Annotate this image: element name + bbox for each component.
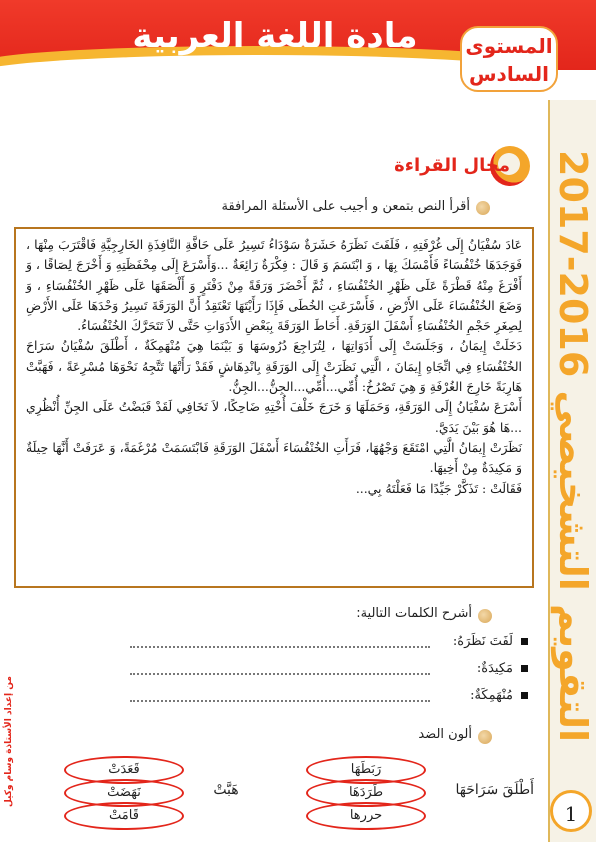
answer-line[interactable] [130, 700, 430, 702]
passage-paragraph: فَقَالَتْ : تَذَكَّرْ جَيِّدًا مَا فَعَلْتَهُ بِي... [355, 480, 522, 496]
bullet-icon [478, 730, 492, 744]
option-oval[interactable]: قَامَتْ [64, 802, 184, 830]
option-oval[interactable]: حررها [306, 802, 426, 830]
answer-line[interactable] [130, 673, 430, 675]
vocab-word: مُنْهَمِكَةٌ: [470, 688, 513, 703]
passage-paragraph: دَخَلَتْ إِيمَانُ ، وَجَلَسَتْ إِلَى أَدَوَاتِهَا ، لِتُرَاجِعَ دُرُوسَهَا وَ بَيْنَمَا هِيَ مُنْهَمِكَةٌ ، أَطْلَقَ سُفْيَانُ سَرَاحَ الخُنْفُسَاءِ فِي اتِّجَاهِ إِيمَانَ ، الَّتِي نَظَرَتْ إِلَى الوَرَقَةِ بِانْدِهَاشٍ فَقَدْ رَأَتْهَا تَتَّجِهُ نَحْوَهَا مُسْرِعَةً ، فَهَبَّتْ هَارِبَةً خَارِجَ الغُرْفَةِ وَ هِيَ تَصْرُخُ: أُمِّي...أُمِّي...الجِنُّ...الجِنُّ. [26, 338, 522, 395]
section-title: مجال القراءة [394, 155, 510, 176]
sidebar-divider [548, 100, 550, 842]
page-title: مادة اللغة العربية [132, 16, 418, 56]
vocab-item [130, 661, 528, 681]
opposites-instruction: ألون الضد [418, 727, 472, 742]
option-oval[interactable]: نَهَضَتْ [64, 779, 184, 807]
author-credit: من إعداد الأستاذة وسام وكيل [4, 676, 14, 807]
reading-instruction: أقرأ النص بتمعن و أجيب على الأسئلة المرافقة [221, 199, 470, 214]
phrase-rose: هَبَّتْ [213, 782, 239, 798]
passage-paragraph: عَادَ سُفْيَانُ إِلَى غُرْفَتِهِ ، فَلَفَتَ نَظَرَهُ حَشَرَةٌ سَوْدَاءُ تَسِيرُ عَلَى حَافَّةِ النَّافِذَةِ الخَارِجِيَّةِ فَاقْتَرَبَ مِنْهَا ، فَوَجَدَهَا خُنْفُسَاءً فَأَمْسَكَ بِهَا ، وَ ابْتَسَمَ وَ قَالَ : فِكْرَةٌ رَائِعَةٌ ...وَأَسْرَعَ إِلَى مِحْفَظَتِهِ وَ أَخْرَجَ لِصَاقًا ، وَ أَفْرَغَ مِنْهُ قَطْرَةً عَلَى ظَهْرِ الخُنْفُسَاءِ ، ثُمَّ أَحْضَرَ وَرَقَةً مِنْ دَفْتَرٍ وَ أَلْصَقَهَا عَلَى ظَهْرِ الخُنْفُسَاءِ ، وَ وَضَعَ الخُنْفُسَاءَ عَلَى الأَرْضِ ، فَأَسْرَعَتِ الخُطَى فَإِذَا رَأَيْتَهَا تَعْتَقِدُ أَنَّ الوَرَقَةَ تَسِيرُ وَحْدَهَا عَلَى الأَرْضِ لِصِغَرِ حَجْمِ الخُنْفُسَاءِ أَسْفَلَ الوَرَقَةِ. أَحَاطَ الوَرَقَةَ بِبَعْضِ الأَدَوَاتِ حَتَّى لاَ تَتَحَرَّكَ الخُنْفُسَاءُ. [26, 237, 522, 334]
reading-passage [14, 227, 534, 588]
bullet-icon [476, 201, 490, 215]
bullet-icon [478, 609, 492, 623]
vocab-item [130, 634, 528, 654]
level-badge [460, 26, 558, 92]
square-bullet-icon [521, 692, 528, 699]
level-label: المستوى [465, 34, 553, 58]
square-bullet-icon [521, 638, 528, 645]
vocab-word: لَفَتَ نَظَرَهُ: [452, 634, 513, 649]
vocab-word: مَكِيدَةٌ: [476, 661, 513, 676]
vocabulary-instruction: أشرح الكلمات التالية: [356, 606, 472, 621]
phrase-released: أَطْلَقَ سَرَاحَهَا [455, 782, 534, 798]
option-oval[interactable]: قَعَدَتْ [64, 756, 184, 784]
square-bullet-icon [521, 665, 528, 672]
vocab-item [130, 688, 528, 708]
page-number: 1 [550, 790, 592, 832]
option-oval[interactable]: طَرَدَهَا [306, 779, 426, 807]
level-value: السادس [468, 62, 550, 86]
option-oval[interactable]: رَبَطَهَا [306, 756, 426, 784]
passage-paragraph: نَظَرَتْ إِيمَانُ الَّتِي امْتَقَعَ وَجْهُهَا، فَرَأَتِ الخُنْفُسَاءَ أَسْفَلَ الوَرَقَةِ فَابْتَسَمَتْ مُرْغَمَةً، وَ عَرَفَتْ أَنَّهَا حِيلَةٌ وَ مَكِيدَةٌ مِنْ أَخِيهَا. [26, 439, 522, 476]
sidebar-title: التقويم التشخيصي 2016-2017 [551, 150, 595, 743]
answer-line[interactable] [130, 646, 430, 648]
passage-paragraph: أَسْرَعَ سُفْيَانُ إِلَى الوَرَقَةِ، وَحَمَلَهَا وَ خَرَجَ خَلْفَ أُخْتِهِ ضَاحِكًا، لاَ تَخَافِي لَقَدْ قَبَضْتُ عَلَى الجِنِّ أُنْظُرِي ...هَا هُوَ بَيْنَ يَدَيَّ. [26, 399, 522, 435]
